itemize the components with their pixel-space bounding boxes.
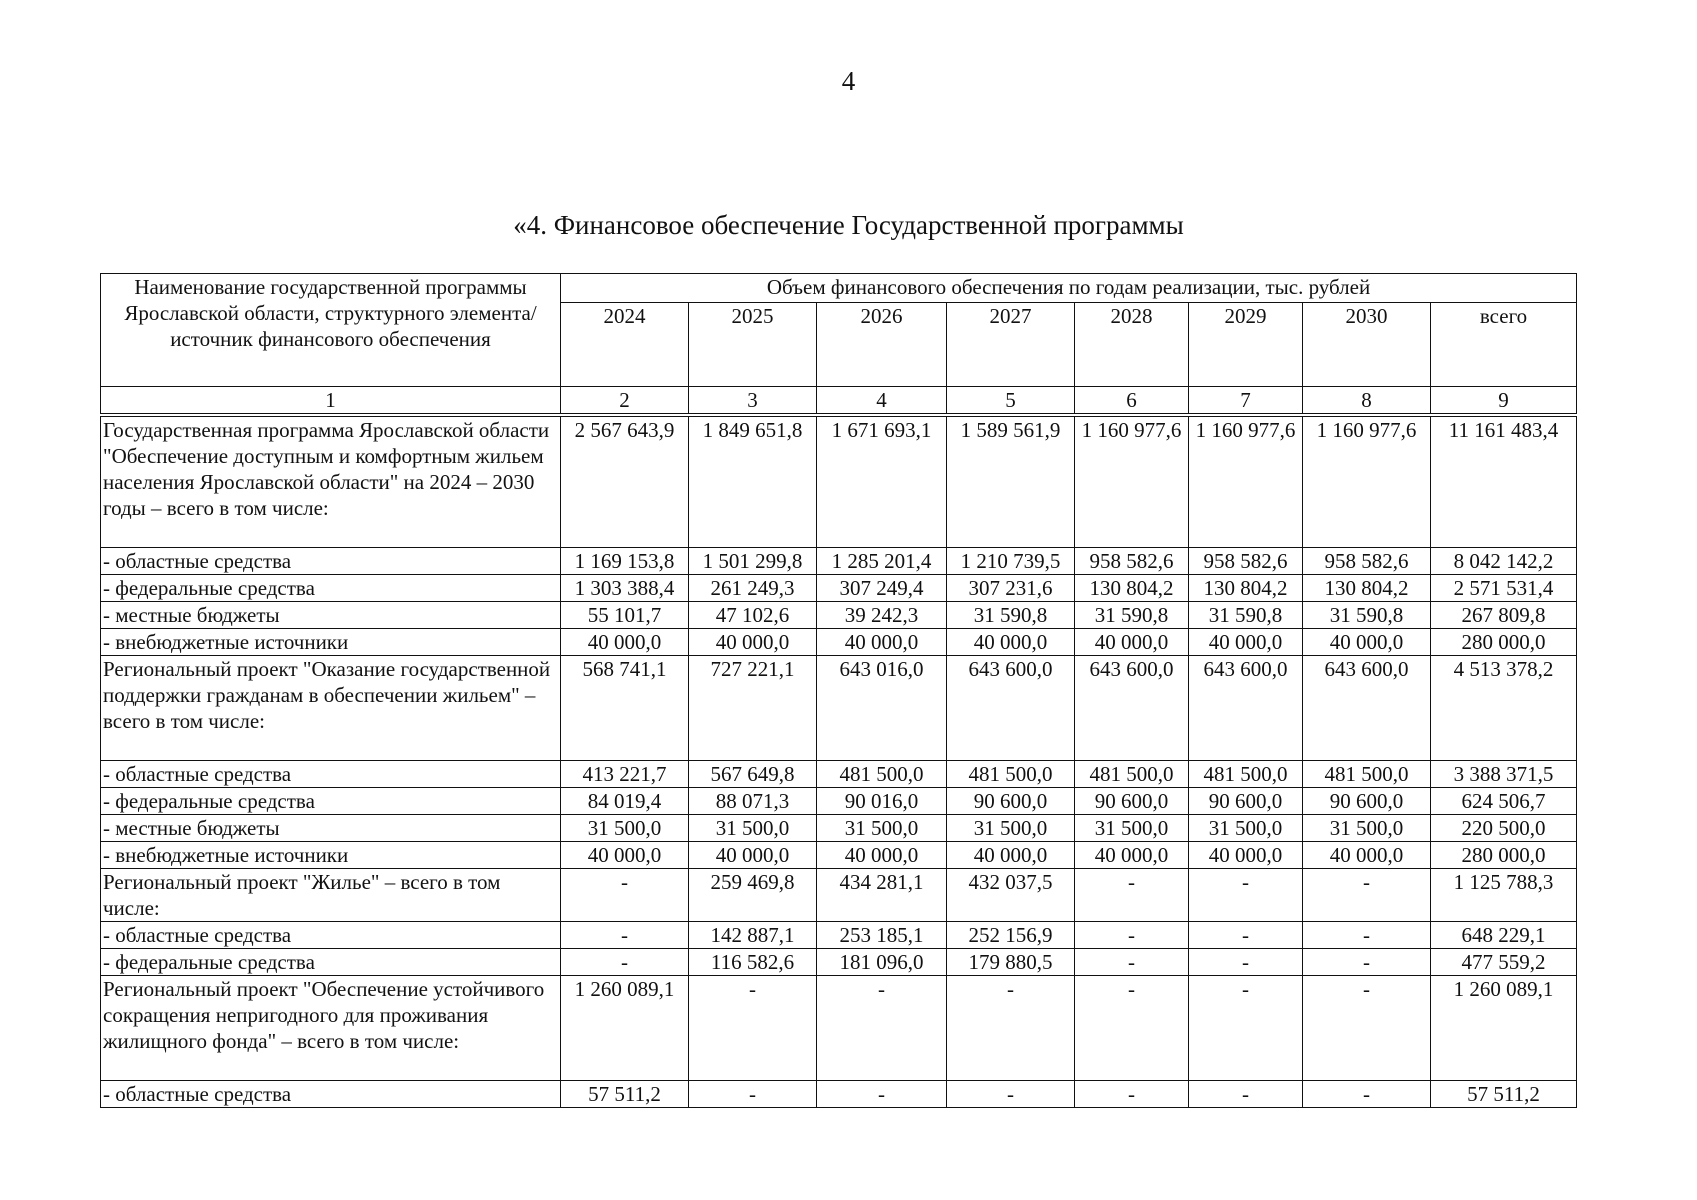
- row-label: Государственная программа Ярославской области "Обеспечение доступным и комфортным жильем населения Ярославской области" на 2024 – 2030 годы – всего в том числе:: [101, 415, 561, 548]
- row-year-value: 643 600,0: [1303, 656, 1431, 761]
- row-year-value: 179 880,5: [947, 949, 1075, 976]
- row-year-value: 31 500,0: [1189, 815, 1303, 842]
- header-year: 2028: [1075, 303, 1189, 387]
- row-year-value: -: [1075, 976, 1189, 1081]
- row-year-value: -: [1303, 976, 1431, 1081]
- table-row: [101, 976, 1577, 1081]
- row-year-value: -: [817, 1081, 947, 1108]
- row-year-value: 481 500,0: [817, 761, 947, 788]
- row-year-value: -: [947, 1081, 1075, 1108]
- row-year-value: 39 242,3: [817, 602, 947, 629]
- row-year-value: 31 590,8: [1303, 602, 1431, 629]
- row-year-value: -: [1303, 1081, 1431, 1108]
- row-year-value: 90 600,0: [1075, 788, 1189, 815]
- row-year-value: 643 600,0: [947, 656, 1075, 761]
- row-year-value: 2 567 643,9: [561, 415, 689, 548]
- row-total-value: 624 506,7: [1431, 788, 1577, 815]
- row-year-value: 40 000,0: [947, 842, 1075, 869]
- row-year-value: 90 600,0: [1303, 788, 1431, 815]
- table-body: [101, 415, 1577, 1108]
- table-row: [101, 761, 1577, 788]
- row-year-value: 181 096,0: [817, 949, 947, 976]
- column-number: 8: [1303, 387, 1431, 416]
- header-name-column: Наименование государственной программы Ярославской области, структурного элемента/ источник финансового обеспечения: [101, 274, 561, 387]
- header-volume-column: Объем финансового обеспечения по годам реализации, тыс. рублей: [561, 274, 1577, 303]
- row-total-value: 267 809,8: [1431, 602, 1577, 629]
- row-year-value: -: [1189, 949, 1303, 976]
- row-year-value: 40 000,0: [817, 629, 947, 656]
- row-year-value: 958 582,6: [1075, 548, 1189, 575]
- row-year-value: 130 804,2: [1075, 575, 1189, 602]
- header-year: 2027: [947, 303, 1075, 387]
- header-year: 2030: [1303, 303, 1431, 387]
- row-year-value: 116 582,6: [689, 949, 817, 976]
- row-year-value: 90 016,0: [817, 788, 947, 815]
- row-year-value: 55 101,7: [561, 602, 689, 629]
- row-year-value: 1 169 153,8: [561, 548, 689, 575]
- row-year-value: 643 600,0: [1075, 656, 1189, 761]
- row-year-value: 1 849 651,8: [689, 415, 817, 548]
- table-row: [101, 602, 1577, 629]
- row-year-value: -: [1303, 922, 1431, 949]
- row-year-value: 31 590,8: [947, 602, 1075, 629]
- row-year-value: 84 019,4: [561, 788, 689, 815]
- table-row: [101, 575, 1577, 602]
- row-year-value: 1 671 693,1: [817, 415, 947, 548]
- row-year-value: 259 469,8: [689, 869, 817, 922]
- row-year-value: 31 500,0: [817, 815, 947, 842]
- table-row: [101, 656, 1577, 761]
- row-year-value: -: [1189, 869, 1303, 922]
- row-year-value: -: [561, 869, 689, 922]
- row-label: - областные средства: [101, 1081, 561, 1108]
- column-number: 7: [1189, 387, 1303, 416]
- row-year-value: 1 501 299,8: [689, 548, 817, 575]
- table-row: [101, 815, 1577, 842]
- row-label: - местные бюджеты: [101, 602, 561, 629]
- column-number: 3: [689, 387, 817, 416]
- row-year-value: 413 221,7: [561, 761, 689, 788]
- row-year-value: 40 000,0: [689, 842, 817, 869]
- row-label: - местные бюджеты: [101, 815, 561, 842]
- row-year-value: 57 511,2: [561, 1081, 689, 1108]
- column-number: 5: [947, 387, 1075, 416]
- row-year-value: -: [561, 949, 689, 976]
- row-year-value: 130 804,2: [1303, 575, 1431, 602]
- row-year-value: 88 071,3: [689, 788, 817, 815]
- row-year-value: -: [689, 1081, 817, 1108]
- row-year-value: 40 000,0: [689, 629, 817, 656]
- row-year-value: -: [1075, 869, 1189, 922]
- row-year-value: 958 582,6: [1189, 548, 1303, 575]
- row-year-value: 643 016,0: [817, 656, 947, 761]
- row-year-value: 307 249,4: [817, 575, 947, 602]
- row-year-value: 481 500,0: [1075, 761, 1189, 788]
- row-label: - областные средства: [101, 922, 561, 949]
- row-label: - внебюджетные источники: [101, 629, 561, 656]
- column-number: 2: [561, 387, 689, 416]
- table-row: [101, 788, 1577, 815]
- row-total-value: 1 260 089,1: [1431, 976, 1577, 1081]
- row-year-value: 90 600,0: [947, 788, 1075, 815]
- row-year-value: -: [561, 922, 689, 949]
- header-year: 2026: [817, 303, 947, 387]
- row-year-value: 1 160 977,6: [1303, 415, 1431, 548]
- row-label: - федеральные средства: [101, 788, 561, 815]
- row-total-value: 1 125 788,3: [1431, 869, 1577, 922]
- row-year-value: 40 000,0: [561, 629, 689, 656]
- row-year-value: 568 741,1: [561, 656, 689, 761]
- row-label: - областные средства: [101, 761, 561, 788]
- table-row: [101, 1081, 1577, 1108]
- row-year-value: 40 000,0: [1303, 842, 1431, 869]
- row-year-value: 40 000,0: [1189, 629, 1303, 656]
- row-year-value: 142 887,1: [689, 922, 817, 949]
- row-year-value: 31 500,0: [1303, 815, 1431, 842]
- row-year-value: 40 000,0: [817, 842, 947, 869]
- header-year: 2029: [1189, 303, 1303, 387]
- row-label: - внебюджетные источники: [101, 842, 561, 869]
- row-total-value: 477 559,2: [1431, 949, 1577, 976]
- column-number: 1: [101, 387, 561, 416]
- table-row: [101, 842, 1577, 869]
- row-year-value: 47 102,6: [689, 602, 817, 629]
- row-year-value: 40 000,0: [1075, 842, 1189, 869]
- row-year-value: 31 500,0: [1075, 815, 1189, 842]
- row-year-value: 40 000,0: [1189, 842, 1303, 869]
- header-year-total: всего: [1431, 303, 1577, 387]
- page-number: 4: [841, 66, 856, 96]
- row-year-value: -: [1189, 1081, 1303, 1108]
- row-year-value: 481 500,0: [947, 761, 1075, 788]
- row-year-value: 481 500,0: [1189, 761, 1303, 788]
- row-label: Региональный проект "Оказание государственной поддержки гражданам в обеспечении жильем" – всего в том числе:: [101, 656, 561, 761]
- table-row: [101, 869, 1577, 922]
- row-total-value: 3 388 371,5: [1431, 761, 1577, 788]
- row-year-value: 434 281,1: [817, 869, 947, 922]
- row-year-value: -: [1189, 922, 1303, 949]
- column-number: 6: [1075, 387, 1189, 416]
- header-year: 2025: [689, 303, 817, 387]
- row-year-value: -: [1075, 922, 1189, 949]
- row-year-value: -: [1075, 949, 1189, 976]
- row-year-value: 40 000,0: [1303, 629, 1431, 656]
- row-total-value: 280 000,0: [1431, 629, 1577, 656]
- row-total-value: 220 500,0: [1431, 815, 1577, 842]
- row-label: - федеральные средства: [101, 575, 561, 602]
- table-row: [101, 922, 1577, 949]
- row-year-value: -: [1303, 869, 1431, 922]
- row-year-value: 40 000,0: [561, 842, 689, 869]
- row-year-value: -: [1303, 949, 1431, 976]
- row-year-value: -: [817, 976, 947, 1081]
- table-row: [101, 949, 1577, 976]
- financing-table: [100, 273, 1577, 1108]
- row-year-value: 307 231,6: [947, 575, 1075, 602]
- row-year-value: 1 210 739,5: [947, 548, 1075, 575]
- row-year-value: 643 600,0: [1189, 656, 1303, 761]
- row-total-value: 8 042 142,2: [1431, 548, 1577, 575]
- row-year-value: 1 160 977,6: [1189, 415, 1303, 548]
- table-row: [101, 415, 1577, 548]
- row-year-value: 432 037,5: [947, 869, 1075, 922]
- row-total-value: 4 513 378,2: [1431, 656, 1577, 761]
- row-total-value: 280 000,0: [1431, 842, 1577, 869]
- row-total-value: 57 511,2: [1431, 1081, 1577, 1108]
- section-title: «4. Финансовое обеспечение Государственной программы: [513, 210, 1184, 240]
- column-number: 4: [817, 387, 947, 416]
- header-year: 2024: [561, 303, 689, 387]
- row-year-value: 1 589 561,9: [947, 415, 1075, 548]
- row-year-value: 958 582,6: [1303, 548, 1431, 575]
- row-year-value: 1 303 388,4: [561, 575, 689, 602]
- row-year-value: 40 000,0: [1075, 629, 1189, 656]
- row-year-value: 31 590,8: [1189, 602, 1303, 629]
- row-year-value: 253 185,1: [817, 922, 947, 949]
- row-year-value: 727 221,1: [689, 656, 817, 761]
- row-year-value: 567 649,8: [689, 761, 817, 788]
- row-year-value: -: [1075, 1081, 1189, 1108]
- row-year-value: 40 000,0: [947, 629, 1075, 656]
- row-year-value: 31 500,0: [689, 815, 817, 842]
- row-label: Региональный проект "Обеспечение устойчивого сокращения непригодного для проживания жилищного фонда" – всего в том числе:: [101, 976, 561, 1081]
- row-total-value: 2 571 531,4: [1431, 575, 1577, 602]
- row-year-value: -: [947, 976, 1075, 1081]
- row-year-value: 1 160 977,6: [1075, 415, 1189, 548]
- row-year-value: -: [689, 976, 817, 1081]
- row-total-value: 11 161 483,4: [1431, 415, 1577, 548]
- column-numbers-row: [101, 387, 1577, 416]
- row-year-value: 90 600,0: [1189, 788, 1303, 815]
- row-year-value: 481 500,0: [1303, 761, 1431, 788]
- row-year-value: 1 260 089,1: [561, 976, 689, 1081]
- row-year-value: 31 500,0: [947, 815, 1075, 842]
- row-year-value: 31 500,0: [561, 815, 689, 842]
- row-year-value: 252 156,9: [947, 922, 1075, 949]
- table-row: [101, 548, 1577, 575]
- row-label: - областные средства: [101, 548, 561, 575]
- row-year-value: 1 285 201,4: [817, 548, 947, 575]
- row-total-value: 648 229,1: [1431, 922, 1577, 949]
- row-year-value: 261 249,3: [689, 575, 817, 602]
- row-year-value: 31 590,8: [1075, 602, 1189, 629]
- header-row-top: [101, 274, 1577, 303]
- row-year-value: 130 804,2: [1189, 575, 1303, 602]
- row-label: Региональный проект "Жилье" – всего в том числе:: [101, 869, 561, 922]
- row-year-value: -: [1189, 976, 1303, 1081]
- column-number: 9: [1431, 387, 1577, 416]
- row-label: - федеральные средства: [101, 949, 561, 976]
- table-row: [101, 629, 1577, 656]
